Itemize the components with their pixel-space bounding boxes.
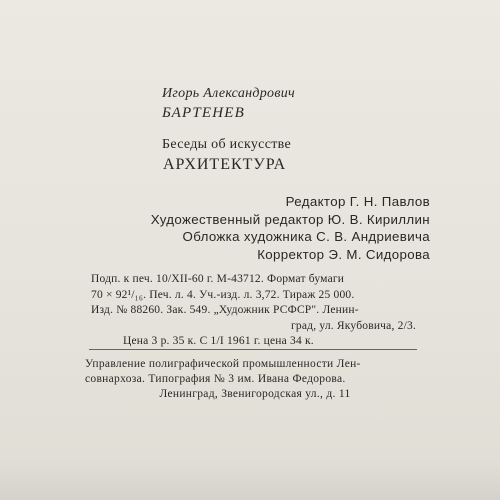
art-editor-credit: Художественный редактор Ю. В. Кириллин	[150, 211, 430, 227]
imprint-line: Изд. № 88260. Зак. 549. „Художник РСФСР". Ленин-	[91, 304, 359, 317]
divider	[89, 349, 417, 350]
printer-block	[85, 357, 425, 403]
credits-block	[0, 193, 430, 263]
printer-line: совнархоза. Типография № 3 им. Ивана Федорова.	[85, 373, 346, 386]
author-surname: БАРТЕНЕВ	[162, 105, 246, 121]
editor-credit: Редактор Г. Н. Павлов	[285, 194, 430, 209]
book-title: АРХИТЕКТУРА	[163, 156, 287, 173]
imprint-line: град, ул. Якубовича, 2/3.	[291, 319, 416, 332]
imprint-block	[91, 272, 416, 350]
author-name: Игорь Александрович	[162, 86, 296, 101]
page-shadow	[0, 460, 500, 500]
series-title: Беседы об искусстве	[162, 137, 291, 152]
printer-line: Управление полиграфической промышленности Лен-	[85, 358, 361, 370]
corrector-credit: Корректор Э. М. Сидорова	[257, 246, 430, 262]
price-line: Цена 3 р. 35 к. С 1/I 1961 г. цена 34 к.	[123, 335, 314, 348]
imprint-line: Подп. к печ. 10/XII-60 г. М-43712. Формат бумаги	[91, 273, 345, 285]
printer-line: Ленинград, Звенигородская ул., д. 11	[159, 388, 351, 401]
imprint-line: 70 × 92¹/₁₆. Печ. л. 4. Уч.-изд. л. 3,72. Тираж 25 000.	[91, 288, 355, 301]
cover-credit: Обложка художника С. В. Андриевича	[182, 229, 430, 244]
